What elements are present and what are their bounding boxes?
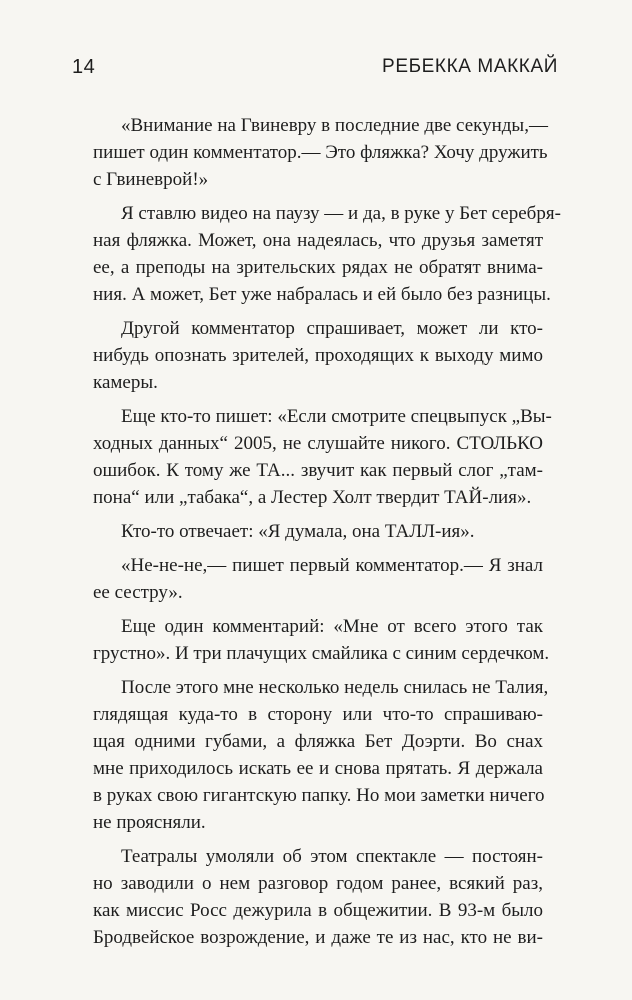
paragraph bbox=[93, 552, 543, 606]
text-line: но заводили о нем разговор годом ранее, всякий раз, bbox=[93, 873, 543, 894]
text-line: После этого мне несколько недель снилась не Талия, bbox=[121, 677, 549, 698]
running-head-author: РЕБЕККА МАККАЙ bbox=[382, 56, 558, 77]
paragraph bbox=[93, 112, 548, 193]
paragraph bbox=[93, 200, 561, 308]
text-line: мне приходилось искать ее и снова прятать. Я держала bbox=[93, 758, 543, 779]
text-line: Еще один комментарий: «Мне от всего этого так bbox=[121, 616, 543, 637]
text-line: Театралы умоляли об этом спектакле — постоян- bbox=[121, 846, 543, 867]
page-number: 14 bbox=[72, 56, 96, 78]
text-line: щая одними губами, а фляжка Бет Доэрти. Во снах bbox=[93, 731, 543, 752]
paragraph bbox=[93, 315, 543, 396]
paragraph bbox=[93, 403, 552, 511]
text-line: ее сестру». bbox=[93, 582, 183, 603]
text-line: ее, а преподы на зрительских рядах не обратят внима- bbox=[93, 257, 543, 278]
text-line: ная фляжка. Может, она надеялась, что друзья заметят bbox=[93, 230, 543, 251]
text-line: пона“ или „табака“, а Лестер Холт твердит ТАЙ-лия». bbox=[93, 487, 532, 508]
text-line: «Внимание на Гвиневру в последние две секунды,— bbox=[121, 115, 548, 136]
text-line: ошибок. К тому же ТА... звучит как первый слог „там- bbox=[93, 460, 543, 481]
paragraph bbox=[93, 674, 549, 836]
paragraph bbox=[93, 518, 543, 545]
body-text bbox=[93, 112, 561, 958]
text-line: как миссис Росс дежурила в общежитии. В 93-м было bbox=[93, 900, 543, 921]
text-line: Я ставлю видео на паузу — и да, в руке у Бет серебря- bbox=[121, 203, 561, 224]
text-line: глядящая куда-то в сторону или что-то спрашиваю- bbox=[93, 704, 543, 725]
text-line: ния. А может, Бет уже набралась и ей было без разницы. bbox=[93, 284, 551, 305]
text-line: пишет один комментатор.— Это фляжка? Хочу дружить bbox=[93, 142, 548, 163]
text-line: не проясняли. bbox=[93, 812, 206, 833]
text-line: Бродвейское возрождение, и даже те из нас, кто не ви- bbox=[93, 927, 543, 948]
text-line: Другой комментатор спрашивает, может ли кто- bbox=[121, 318, 543, 339]
text-line: грустно». И три плачущих смайлика с синим сердечком. bbox=[93, 643, 550, 664]
text-line: с Гвиневрой!» bbox=[93, 169, 209, 190]
paragraph bbox=[93, 613, 550, 667]
text-line: Еще кто-то пишет: «Если смотрите спецвыпуск „Вы- bbox=[121, 406, 552, 427]
text-line: ходных данных“ 2005, не слушайте никого. СТОЛЬКО bbox=[93, 433, 543, 454]
text-line: нибудь опознать зрителей, проходящих к выходу мимо bbox=[93, 345, 543, 366]
text-line: камеры. bbox=[93, 372, 158, 393]
text-line: Кто-то отвечает: «Я думала, она ТАЛЛ-ия». bbox=[121, 521, 475, 542]
text-line: «Не-не-не,— пишет первый комментатор.— Я знал bbox=[121, 555, 543, 576]
text-line: в руках свою гигантскую папку. Но мои заметки ничего bbox=[93, 785, 545, 806]
paragraph bbox=[93, 843, 543, 951]
